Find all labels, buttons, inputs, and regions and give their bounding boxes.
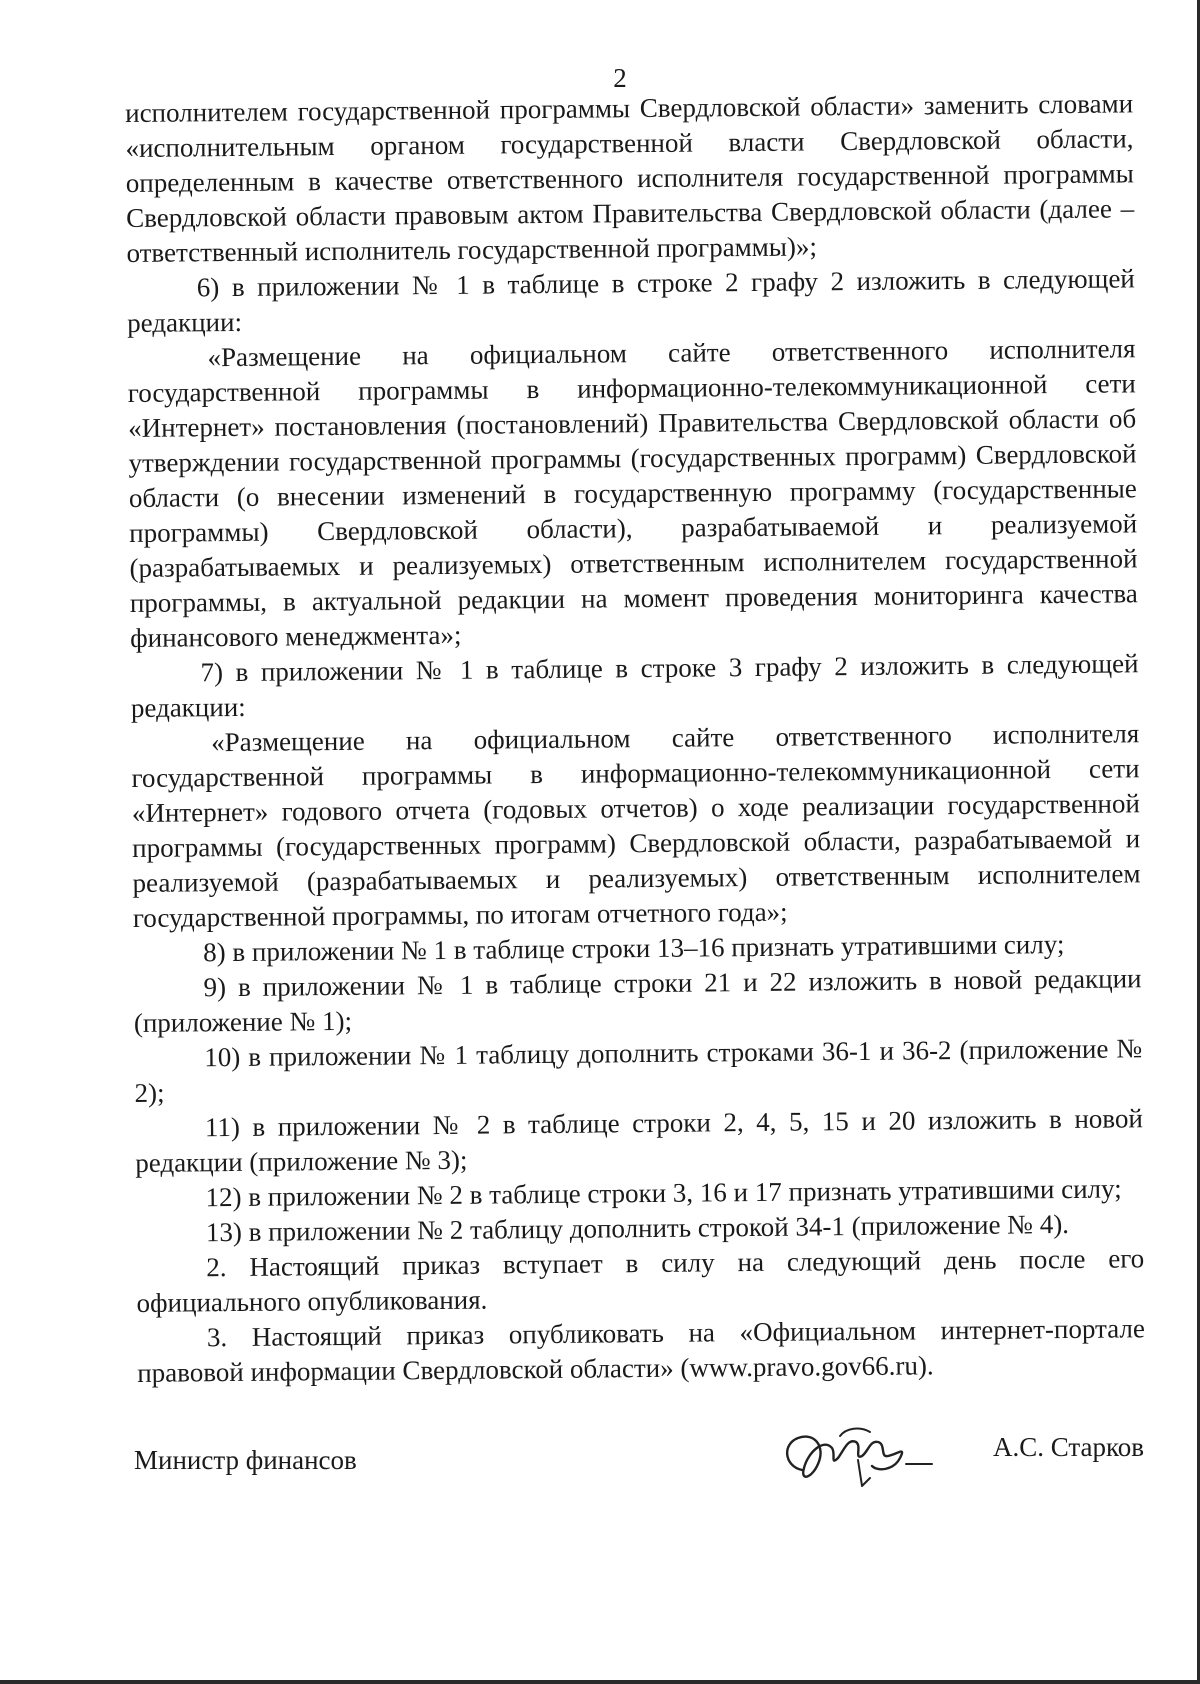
paragraph-continuation: исполнителем государственной программы Свердловской области» заменить словами «исполнительным органом государственной власти Свердловской области, определенным в качестве ответственного исполнителя государственной программы Свердловской области правовым актом Правительства Свердловской области (далее – ответственный исполнитель государственной программы)»; xyxy=(125,88,1135,268)
paragraph-clause-3: 3. Настоящий приказ опубликовать на «Официальном интернет-портале правовой информации Свердловской области» (www.pravo.gov66.ru). xyxy=(137,1313,1146,1388)
paragraph-clause-2: 2. Настоящий приказ вступает в силу на следующий день после его официального опубликования. xyxy=(136,1243,1145,1318)
paragraph-quote-row-3: «Размещение на официальном сайте ответственного исполнителя государственной программы в информационно-телекоммуникационной сети «Интернет» годового отчета (годовых отчетов) о ходе реализации государственной программы (государственных программ) Свердловской области, разрабатываемой и реализуемой (разрабатываемых и реализуемых) ответственным исполнителем государственной программы, по итогам отчетного года»; xyxy=(131,718,1141,933)
scan-edge-bottom xyxy=(0,1680,1200,1684)
paragraph-item-12: 12) в приложении № 2 в таблице строки 3, 16 и 17 признать утратившими силу; xyxy=(205,1173,1122,1213)
page-number: 2 xyxy=(613,63,627,93)
paragraph-item-6: 6) в приложении № 1 в таблице в строке 2 графу 2 изложить в следующей редакции: xyxy=(127,263,1135,338)
handwritten-signature-icon xyxy=(774,1408,934,1498)
paragraph-item-10: 10) в приложении № 1 таблицу дополнить строками 36-1 и 36-2 (приложение № 2); xyxy=(134,1033,1143,1108)
paragraph-item-7: 7) в приложении № 1 в таблице в строке 3 графу 2 изложить в следующей редакции: xyxy=(130,648,1139,723)
signatory-title: Министр финансов xyxy=(134,1445,357,1475)
paragraph-item-13: 13) в приложении № 2 таблицу дополнить строкой 34-1 (приложение № 4). xyxy=(205,1208,1070,1248)
paragraph-quote-row-2: «Размещение на официальном сайте ответственного исполнителя государственной программы в информационно-телекоммуникационной сети «Интернет» постановления (постановлений) Правительства Свердловской области об утверждении государственной программы (государственных программ) Свердловской области (о внесении изменений в государственную программу (государственные программы) Свердловской области), разрабатываемой и реализуемой (разрабатываемых и реализуемых) ответственным исполнителем государственной программы, в актуальной редакции на момент проведения мониторинга качества финансового менеджмента»; xyxy=(127,333,1138,653)
signatory-name: А.С. Старков xyxy=(992,1432,1144,1462)
paragraph-item-8: 8) в приложении № 1 в таблице строки 13–16 признать утратившими силу; xyxy=(203,929,1065,968)
paragraph-item-9: 9) в приложении № 1 в таблице строки 21 и 22 изложить в новой редакции (приложение № 1); xyxy=(133,963,1142,1038)
paragraph-item-11: 11) в приложении № 2 в таблице строки 2, 4, 5, 15 и 20 изложить в новой редакции (приложение № 3); xyxy=(135,1103,1144,1178)
signature-block xyxy=(134,1426,1144,1516)
document-body xyxy=(125,86,1145,1391)
